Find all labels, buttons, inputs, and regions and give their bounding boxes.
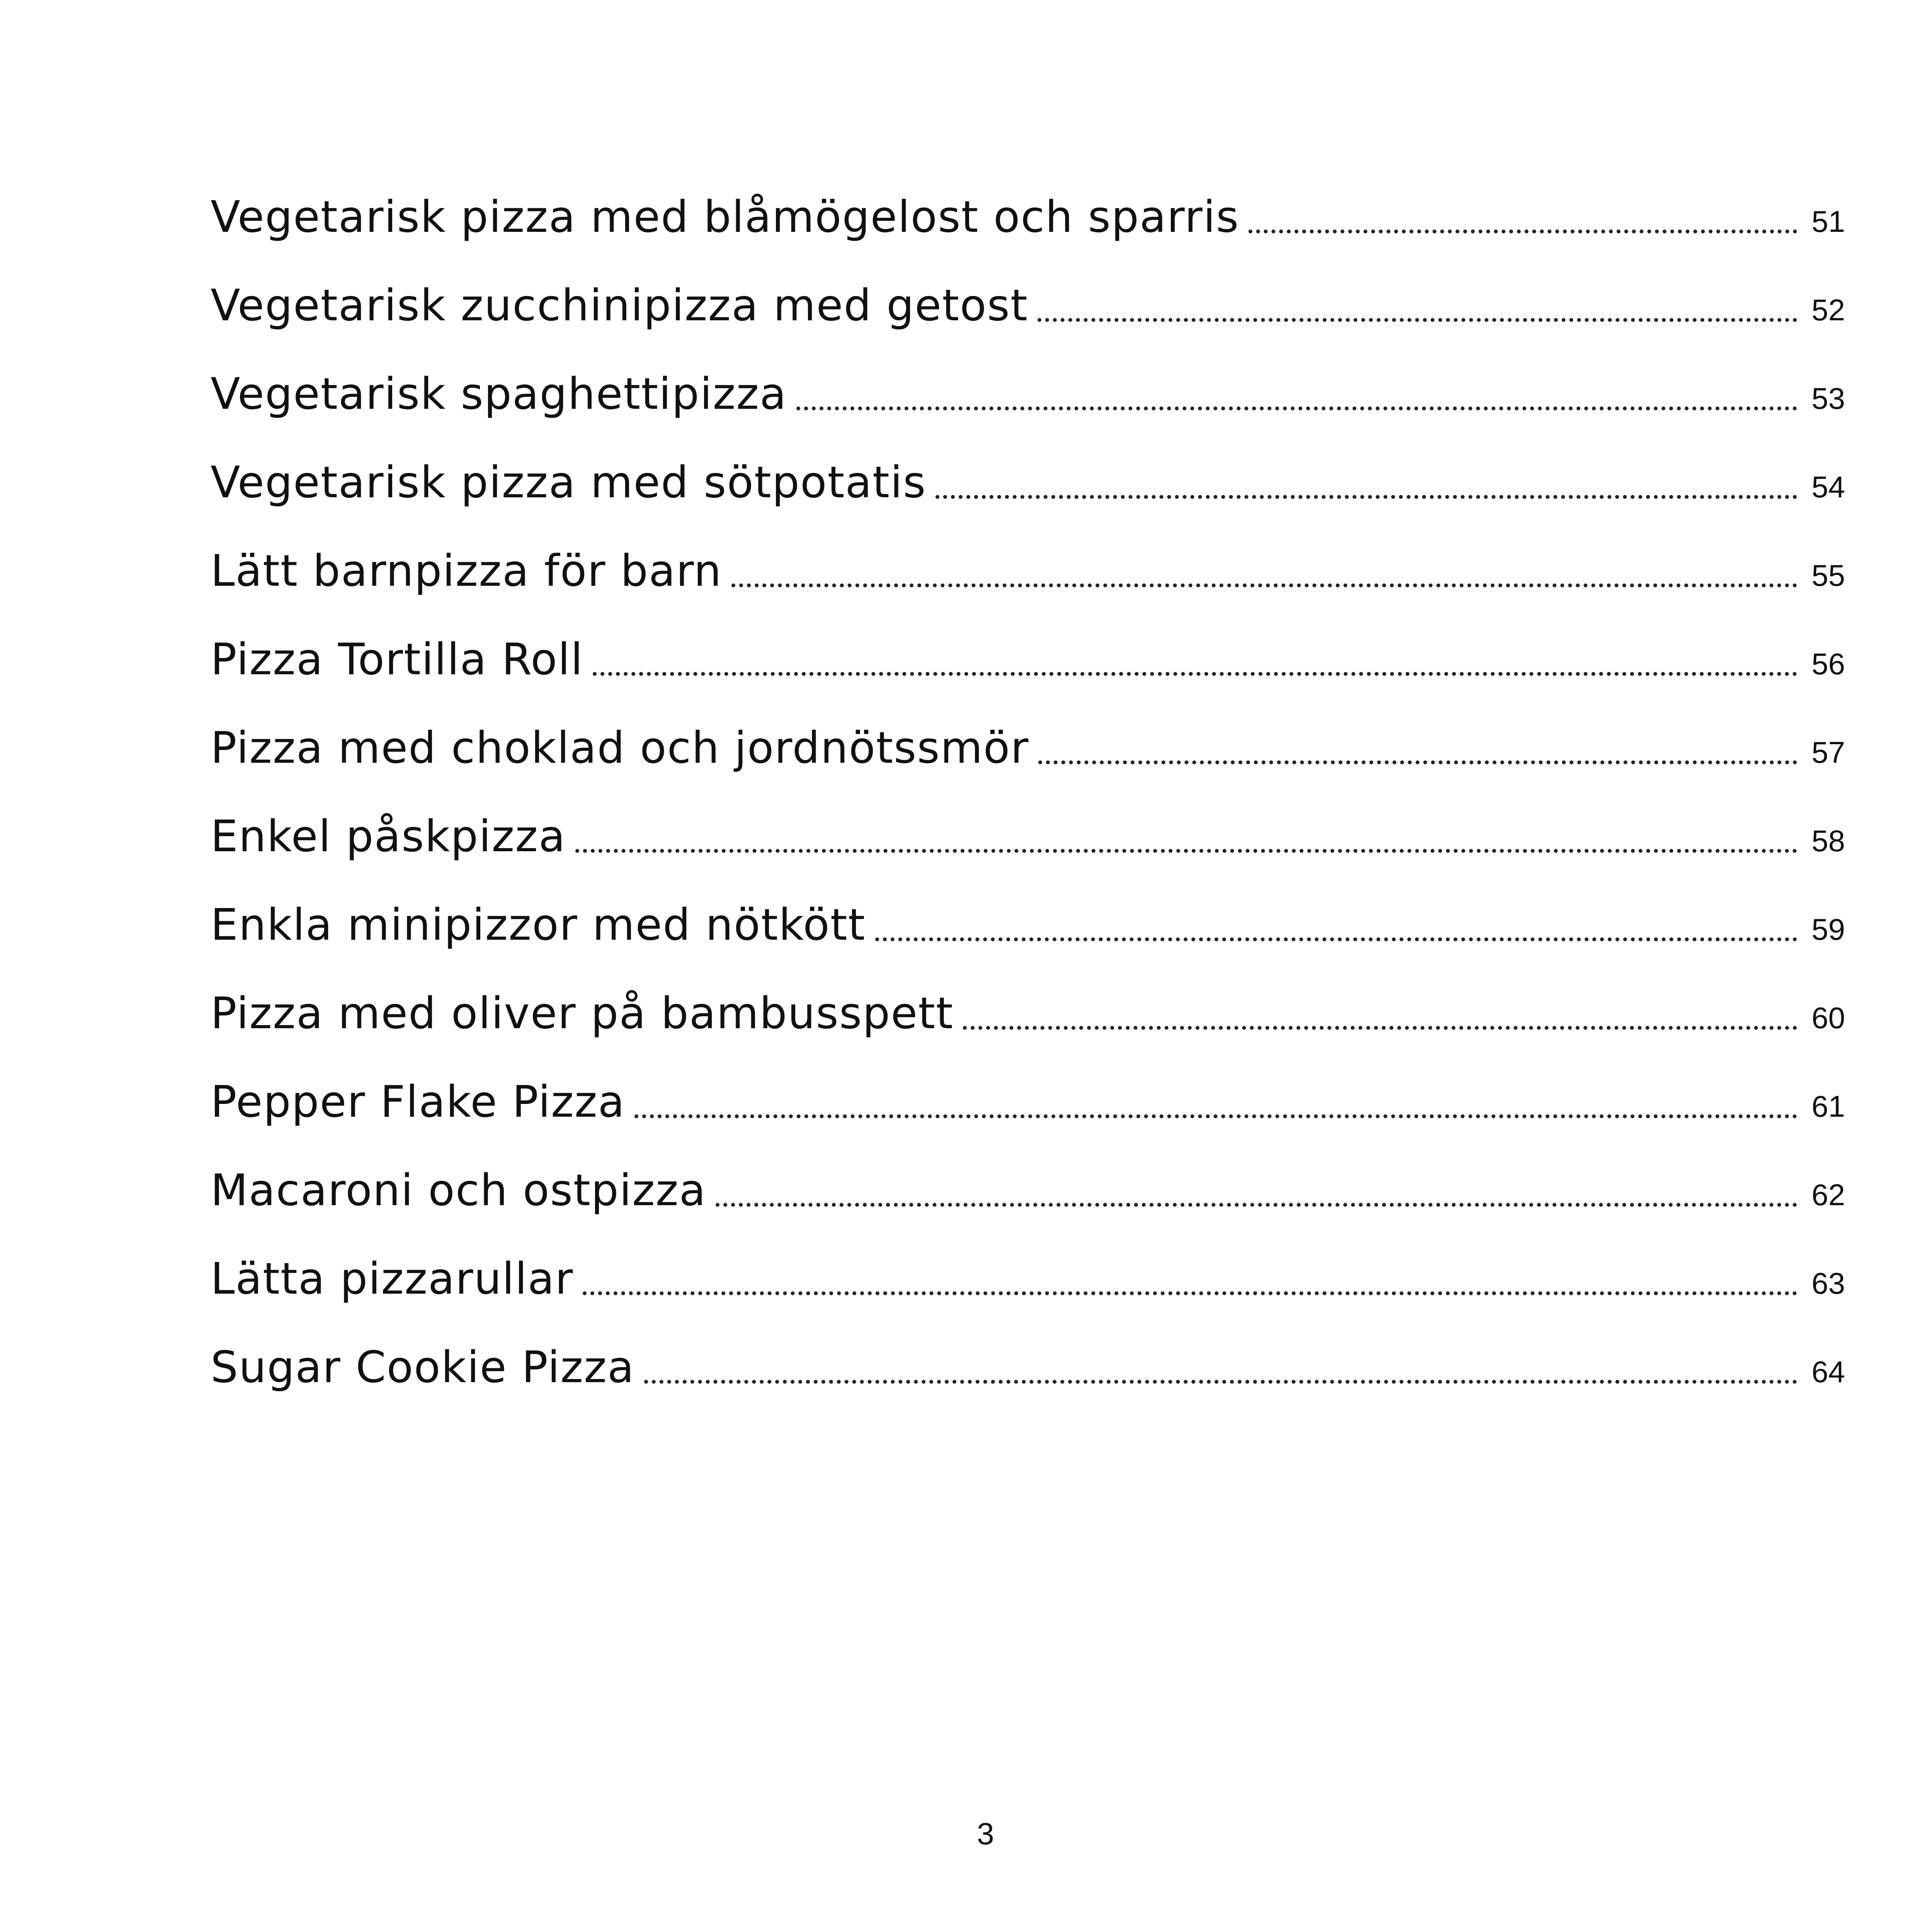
toc-entry-page: 61	[1811, 1089, 1845, 1123]
toc-entry-title: Macaroni och ostpizza	[211, 1165, 707, 1216]
toc-entry-page: 64	[1811, 1355, 1845, 1389]
toc-entry-title: Sugar Cookie Pizza	[211, 1342, 635, 1393]
toc-entry-title: Pizza Tortilla Roll	[211, 634, 584, 685]
toc-entry-title: Lätta pizzarullar	[211, 1254, 574, 1304]
toc-entry-title: Pizza med oliver på bambusspett	[211, 988, 954, 1039]
page-number: 3	[977, 1816, 994, 1851]
toc-entry[interactable]	[211, 1058, 1845, 1146]
toc-entry[interactable]	[211, 439, 1845, 527]
toc-entry[interactable]	[211, 881, 1845, 969]
toc-entry-title: Pepper Flake Pizza	[211, 1077, 626, 1127]
toc-entry-page: 51	[1811, 204, 1845, 238]
toc-entry-title: Vegetarisk zucchinipizza med getost	[211, 281, 1028, 331]
toc-entry[interactable]	[211, 1146, 1845, 1235]
toc-entry[interactable]	[211, 173, 1845, 262]
toc-dot-leader	[1248, 230, 1797, 233]
toc-dot-leader	[583, 1291, 1797, 1295]
toc-entry[interactable]	[211, 527, 1845, 616]
toc-dot-leader	[644, 1380, 1797, 1384]
toc-entry[interactable]	[211, 262, 1845, 350]
toc-entry[interactable]	[211, 1235, 1845, 1323]
toc-dot-leader	[634, 1114, 1797, 1118]
toc-entry-title: Enkel påskpizza	[211, 811, 566, 862]
toc-entry-page: 53	[1811, 381, 1845, 415]
toc-entry-page: 62	[1811, 1178, 1845, 1212]
toc-dot-leader	[875, 937, 1797, 941]
toc-entry-page: 56	[1811, 647, 1845, 681]
toc-dot-leader	[796, 406, 1797, 410]
toc-dot-leader	[731, 583, 1797, 587]
toc-entry-title: Lätt barnpizza för barn	[211, 546, 722, 596]
toc-dot-leader	[1038, 760, 1797, 764]
table-of-contents	[211, 173, 1845, 1412]
toc-entry-title: Enkla minipizzor med nötkött	[211, 900, 866, 950]
toc-dot-leader	[593, 672, 1797, 676]
toc-entry-title: Vegetarisk pizza med blåmögelost och sparris	[211, 192, 1240, 242]
toc-entry-page: 57	[1811, 735, 1845, 769]
toc-dot-leader	[716, 1203, 1797, 1207]
toc-entry[interactable]	[211, 793, 1845, 881]
toc-dot-leader	[963, 1026, 1797, 1030]
toc-entry-page: 60	[1811, 1001, 1845, 1035]
toc-entry[interactable]	[211, 616, 1845, 704]
toc-entry-page: 55	[1811, 558, 1845, 592]
toc-entry-page: 54	[1811, 470, 1845, 504]
toc-dot-leader	[575, 849, 1797, 853]
toc-entry[interactable]	[211, 969, 1845, 1058]
toc-entry-page: 63	[1811, 1266, 1845, 1300]
toc-entry-title: Pizza med choklad och jordnötssmör	[211, 723, 1029, 773]
toc-entry-page: 52	[1811, 293, 1845, 327]
toc-entry-title: Vegetarisk pizza med sötpotatis	[211, 457, 927, 508]
toc-entry-page: 59	[1811, 912, 1845, 946]
toc-entry-title: Vegetarisk spaghettipizza	[211, 369, 787, 419]
toc-entry-page: 58	[1811, 824, 1845, 858]
toc-entry[interactable]	[211, 1323, 1845, 1412]
toc-dot-leader	[935, 495, 1797, 499]
toc-entry[interactable]	[211, 350, 1845, 439]
toc-entry[interactable]	[211, 704, 1845, 793]
toc-dot-leader	[1037, 318, 1797, 322]
